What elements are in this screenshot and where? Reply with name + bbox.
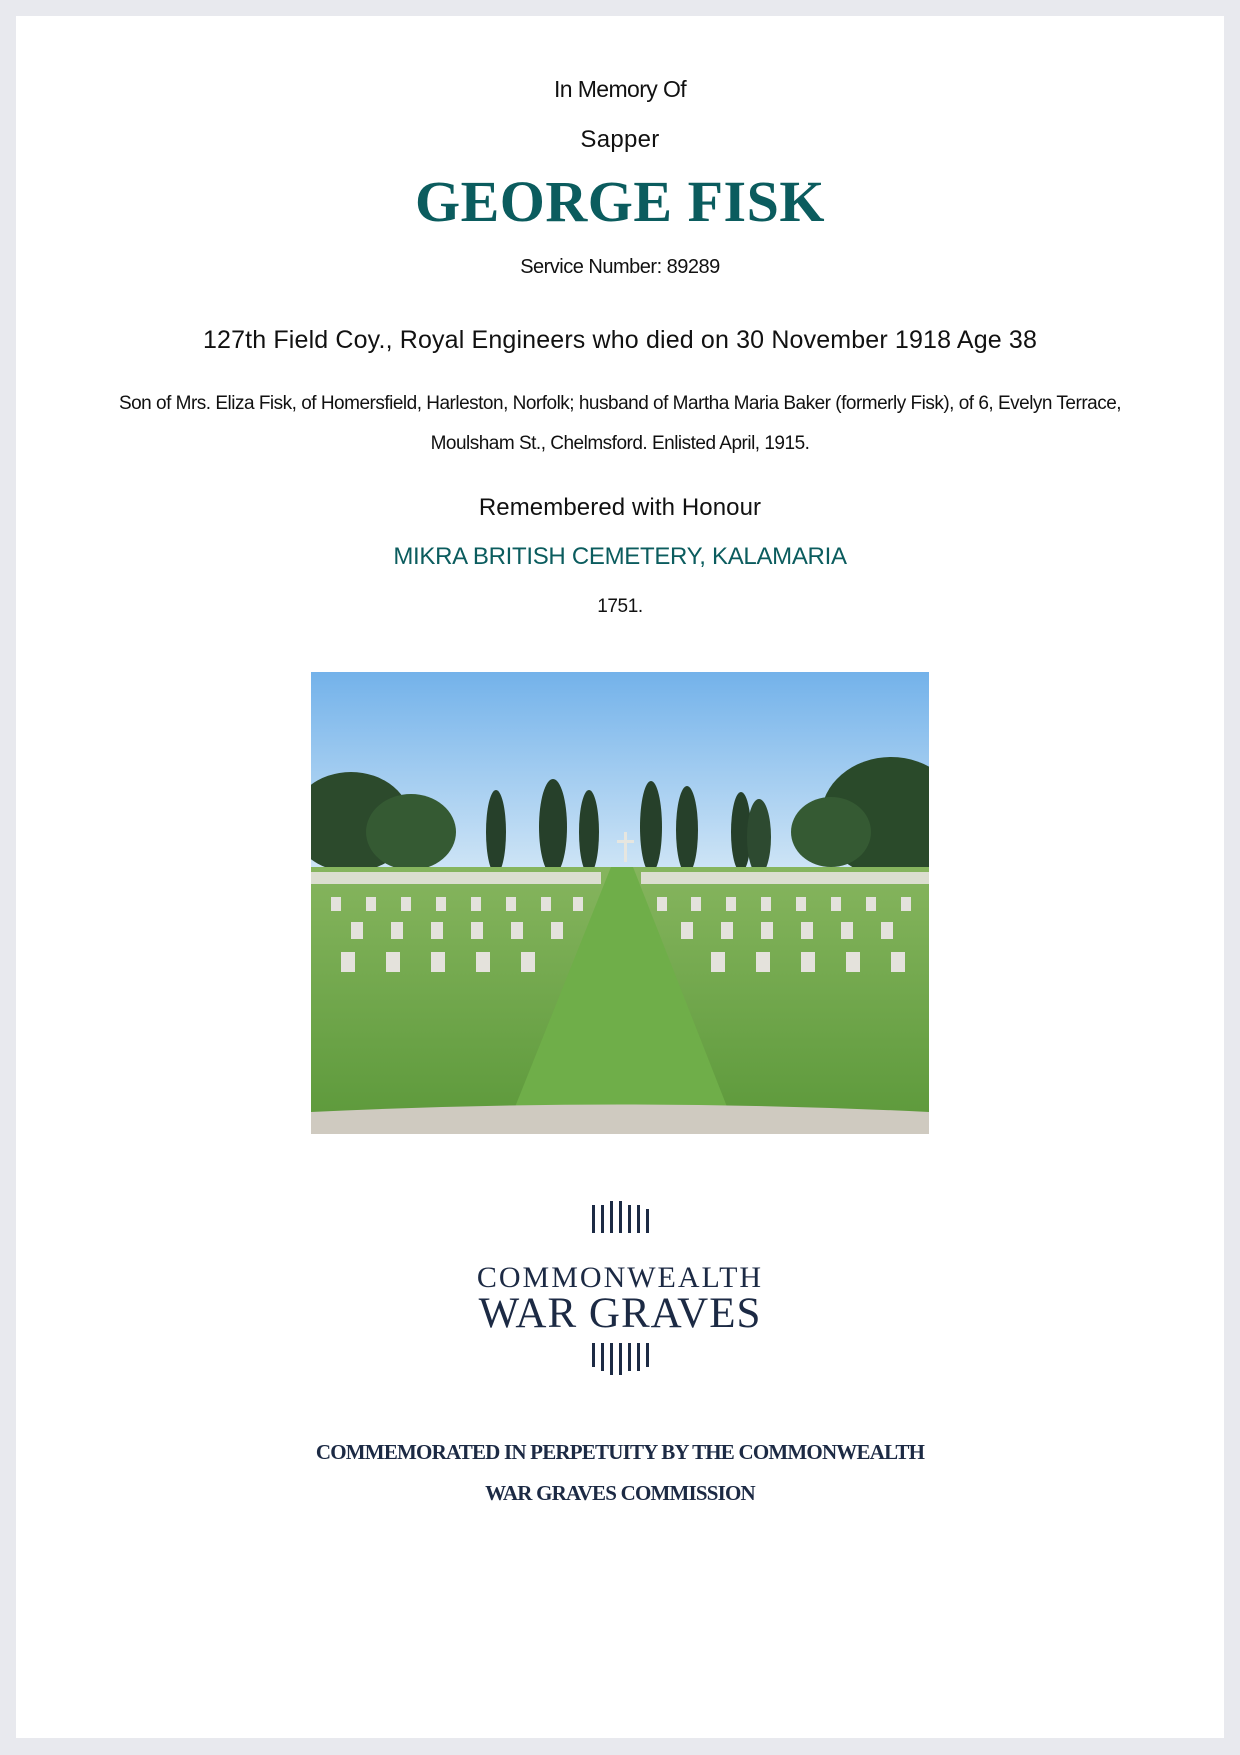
in-memory-heading: In Memory Of	[553, 76, 687, 102]
logo-text-line1: COMMONWEALTH	[476, 1261, 764, 1294]
remembered-with-honour: Remembered with Honour	[478, 494, 762, 521]
logo-bars-top-icon	[590, 1201, 650, 1235]
unit-and-death-details: 127th Field Coy., Royal Engineers who died on 30 November 1918 Age 38	[202, 326, 1038, 354]
cemetery-name: MIKRA BRITISH CEMETERY, KALAMARIA	[393, 543, 847, 570]
additional-information: Son of Mrs. Eliza Fisk, of Homersfield, Harleston, Norfolk; husband of Martha Maria Baker (formerly Fisk), of 6, Evelyn Terrace, Moulsham St., Chelmsford. Enlisted April, 1915.	[118, 393, 1122, 454]
logo-bars-bottom-icon	[590, 1341, 650, 1375]
footer-line2: WAR GRAVES COMMISSION	[485, 1481, 755, 1505]
cwgc-logo	[16, 1201, 1224, 1337]
casualty-name: GEORGE FISK	[415, 169, 825, 234]
certificate-page	[16, 16, 1224, 1738]
service-number: Service Number: 89289	[520, 256, 720, 278]
footer-line1: COMMEMORATED IN PERPETUITY BY THE COMMONWEALTH	[315, 1440, 925, 1464]
rank-label: Sapper	[580, 126, 660, 153]
cemetery-photo	[311, 672, 929, 1134]
logo-text-line2: WAR GRAVES	[478, 1290, 762, 1337]
grave-reference: 1751.	[597, 596, 643, 617]
